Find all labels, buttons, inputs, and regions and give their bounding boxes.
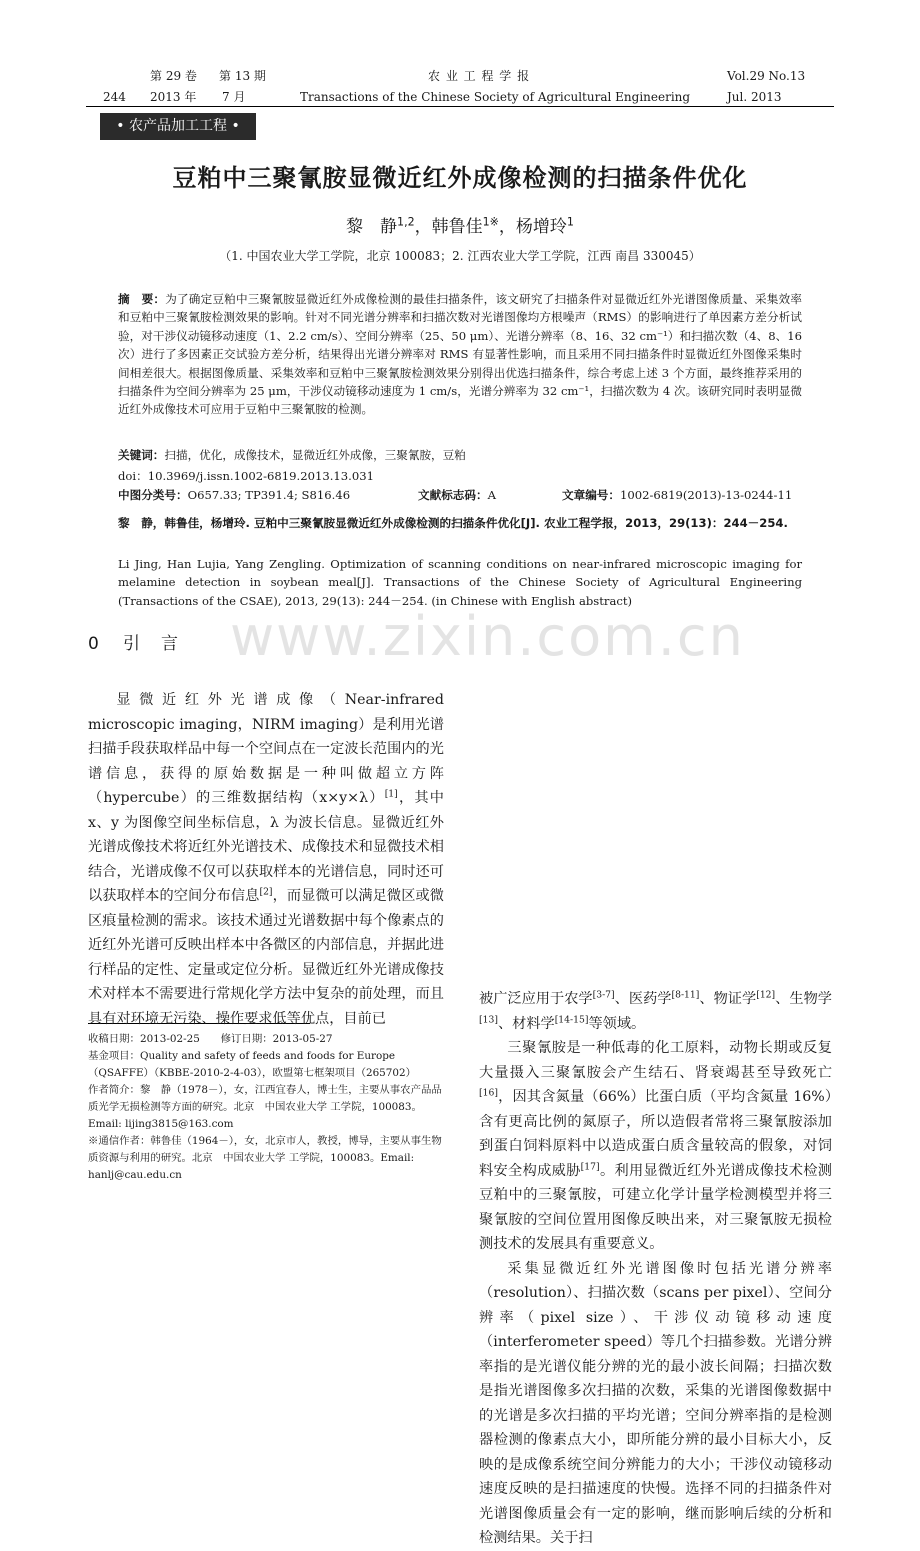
- reference-marker: [8-11]: [671, 989, 700, 1001]
- reference-marker: [13]: [479, 1013, 498, 1025]
- clc-value: O657.33; TP391.4; S816.46: [187, 488, 351, 502]
- reference-marker: [16]: [479, 1087, 498, 1099]
- footnote-corresponding: ※通信作者：韩鲁佳（1964－），女，北京市人，教授，博导，主要从事生物质资源与利用的研究。北京 中国农业大学 工学院，100083。Email: hanlj@cau.edu.cn: [88, 1135, 442, 1181]
- keywords-text: 扫描，优化，成像技术，显微近红外成像，三聚氰胺，豆粕: [164, 448, 466, 462]
- author-2-affil: 1※: [482, 215, 499, 229]
- text-run: ，其中 x、y 为图像空间坐标信息，λ 为波长信息。显微近红外光谱成像技术将近红外光谱技术、成像技术和显微技术相结合，光谱成像不仅可以获取样本的光谱信息，同时还可以获取样本的空间分布信息: [88, 790, 444, 904]
- section-tag: • 农产品加工工程 •: [100, 113, 256, 140]
- right-column: [479, 987, 832, 1551]
- doi-row: [118, 468, 374, 484]
- reference-marker: [1]: [384, 788, 398, 800]
- paper-title: 豆粕中三聚氰胺显微近红外成像检测的扫描条件优化: [172, 164, 748, 192]
- section-heading-intro: [88, 629, 920, 654]
- header-vol-en: Vol.29 No.13: [727, 69, 806, 83]
- author-separator: ，: [414, 217, 432, 237]
- intro-paragraph-1-cont: [479, 987, 832, 1036]
- abstract-text: 为了确定豆粕中三聚氰胺显微近红外成像检测的最佳扫描条件，该文研究了扫描条件对显微近红外光谱图像质量、采集效率和豆粕中三聚氰胺检测效果的影响。针对不同光谱分辨率和扫描次数对光谱图像均方根噪声（RMS）的影响进行了单因素方差分析试验，对干涉仪动镜移动速度（1、2.2 cm/s）、空间分辨率（25、50 μm）、光谱分辨率（8、16、32 cm⁻¹）和扫描次数（4、8、16 次）进行了多因素正交试验方差分析，结果得出光谱分辨率对 RMS 有显著性影响，而且采用不同扫描条件时显微近红外图像采集时间相差很大。根据图像质量、采集效率和豆粕中三聚氰胺检测效果分别得出优选扫描条件，综合考虑上述 3 个方面，最终推荐采用的扫描条件为空间分辨率为 25 μm，干涉仪动镜移动速度为 1 cm/s，光谱分辨率为 32 cm⁻¹，扫描次数为 4 次。该研究同时表明显微近红外成像技术可应用于豆粕中三聚氰胺的检测。: [118, 292, 802, 417]
- footnotes: [88, 1031, 444, 1184]
- text-run: ，而显微可以满足微区或微区痕量检测的需求。该技术通过光谱数据中每个像素点的近红外光谱可反映出样本中各微区的内部信息，并据此进行样品的定性、定量或定位分析。显微近红外光谱成像技术对样本不需要进行常规化学方法中复杂的前处理，而且具有对环境无污染、操作要求低等优点，目前已: [88, 888, 444, 1027]
- section-title: 引 言: [123, 634, 181, 654]
- text-run: 、生物学: [775, 991, 832, 1007]
- section-number: 0: [88, 634, 101, 654]
- text-run: 、医药学: [614, 991, 672, 1007]
- clc-label: 中图分类号：: [118, 488, 188, 502]
- header-issue: 第 13 期: [219, 69, 266, 83]
- author-list: [0, 212, 920, 237]
- reference-marker: [14-15]: [554, 1013, 589, 1025]
- reference-marker: [2]: [259, 886, 273, 898]
- header-journal-cn: 农 业 工 程 学 报: [428, 69, 531, 83]
- doi-value: 10.3969/j.issn.1002-6819.2013.13.031: [147, 469, 374, 483]
- header-rule: [86, 106, 834, 107]
- reference-marker: [12]: [756, 989, 776, 1001]
- intro-paragraph-3: 采集显微近红外光谱图像时包括光谱分辨率（resolution）、扫描次数（scans per pixel）、空间分辨率（pixel size）、干涉仪动镜移动速度（interferometer speed）等几个扫描参数。光谱分辨率指的是光谱仪能分辨的光的最小波长间隔；扫描次数是指光谱图像多次扫描的次数，采集的光谱图像数据中的光谱是多次扫描的平均光谱；空间分辨率指的是检测器检测的像素点大小，即所能分辨的最小目标大小，反映的是成像系统空间分辨能力的大小；干涉仪动镜移动速度反映的是扫描速度的快慢。选择不同的扫描条件对光谱图像质量会有一定的影响，继而影响后续的分析和检测结果。关于扫: [479, 1260, 832, 1546]
- keywords: [118, 446, 802, 464]
- reference-marker: [17]: [580, 1160, 600, 1172]
- header-date-en: Jul. 2013: [727, 90, 782, 104]
- header-volume: 第 29 卷: [150, 69, 197, 83]
- author-2: 韩鲁佳: [431, 217, 483, 237]
- abstract-label: 摘 要：: [118, 292, 166, 306]
- article-number-value: 1002-6819(2013)-13-0244-11: [619, 488, 793, 502]
- footnote-author-bio: 作者简介：黎 静（1978－），女，江西宜春人，博士生，主要从事农产品品质光学无损检测等方面的研究。北京 中国农业大学 工学院，100083。Email: lijing3815@163.com: [88, 1084, 442, 1130]
- keywords-label: 关键词：: [118, 448, 165, 462]
- intro-paragraph-2: [479, 1036, 832, 1257]
- author-3: 杨增玲: [515, 217, 567, 237]
- author-1-affil: 1,2: [397, 215, 415, 229]
- abstract: [118, 290, 802, 419]
- author-3-affil: 1: [566, 215, 574, 229]
- author-separator: ，: [498, 217, 516, 237]
- author-1: 黎 静: [346, 217, 398, 237]
- left-column: [88, 688, 444, 1031]
- header-month: 7 月: [222, 90, 246, 104]
- doc-code-value: A: [487, 488, 496, 502]
- header-year: 2013 年: [150, 90, 197, 104]
- footnote-received: 收稿日期：2013-02-25 修订日期：2013-05-27: [88, 1033, 333, 1045]
- text-run: 。利用显微近红外光谱成像技术检测豆粕中的三聚氰胺，可建立化学计量学检测模型并将三聚氰胺的空间位置用图像反映出来，对三聚氰胺无损检测技术的发展具有重要意义。: [479, 1162, 832, 1252]
- text-run: 三聚氰胺是一种低毒的化工原料，动物长期或反复大量摄入三聚氰胺会产生结石、肾衰竭甚至导致死亡: [479, 1040, 832, 1081]
- text-run: 显微近红外光谱成像（Near-infrared microscopic imaging，NIRM imaging）是利用光谱扫描手段获取样品中每一个空间点在一定波长范围内的光谱信息，获得的原始数据是一种叫做超立方阵（hypercube）的三维数据结构（x×y×λ）: [88, 692, 444, 806]
- article-number-label: 文章编号：: [562, 488, 620, 502]
- doc-code-row: [418, 487, 496, 503]
- text-run: 、物证学: [699, 991, 757, 1007]
- doc-code-label: 文献标志码：: [418, 488, 488, 502]
- text-run: 被广泛应用于农学: [479, 991, 593, 1007]
- article-number-row: [562, 487, 792, 503]
- affiliations: （1. 中国农业大学工学院，北京 100083；2. 江西农业大学工学院，江西 南昌 330045）: [219, 249, 701, 263]
- text-run: ，因其含氮量（66%）比蛋白质（平均含氮量 16%）含有更高比例的氮原子，所以造假者常将三聚氰胺添加到蛋白饲料原料中以造成蛋白质含量较高的假象，对饲料安全构成威胁: [479, 1089, 832, 1179]
- watermark: www.zixin.com.cn: [230, 605, 745, 668]
- text-run: 等领域。: [588, 1015, 646, 1032]
- header-journal-en: Transactions of the Chinese Society of Agricultural Engineering: [300, 90, 691, 104]
- citation-cn: 黎 静，韩鲁佳，杨增玲. 豆粕中三聚氰胺显微近红外成像检测的扫描条件优化[J]. 农业工程学报，2013，29(13)：244－254.: [118, 516, 788, 530]
- intro-paragraph-1: [88, 688, 444, 1031]
- text-run: 、材料学: [497, 1015, 555, 1032]
- header-page-number: 244: [103, 90, 126, 104]
- reference-marker: [3-7]: [592, 989, 615, 1001]
- footnote-fund: 基金项目：Quality and safety of feeds and foods for Europe（QSAFFE）（KBBE-2010-2-4-03），欧盟第七框架项目（265702）: [88, 1050, 417, 1079]
- citation-en: Li Jing, Han Lujia, Yang Zengling. Optimization of scanning conditions on near-infrared microscopic imaging for melamine detection in soybean meal[J]. Transactions of the Chinese Society of Agricultural Engineering (Transactions of the CSAE), 2013, 29(13): 244－254. (in Chinese with English abstract): [118, 557, 802, 608]
- doi-label: doi：: [118, 469, 148, 483]
- clc-row: [118, 487, 350, 503]
